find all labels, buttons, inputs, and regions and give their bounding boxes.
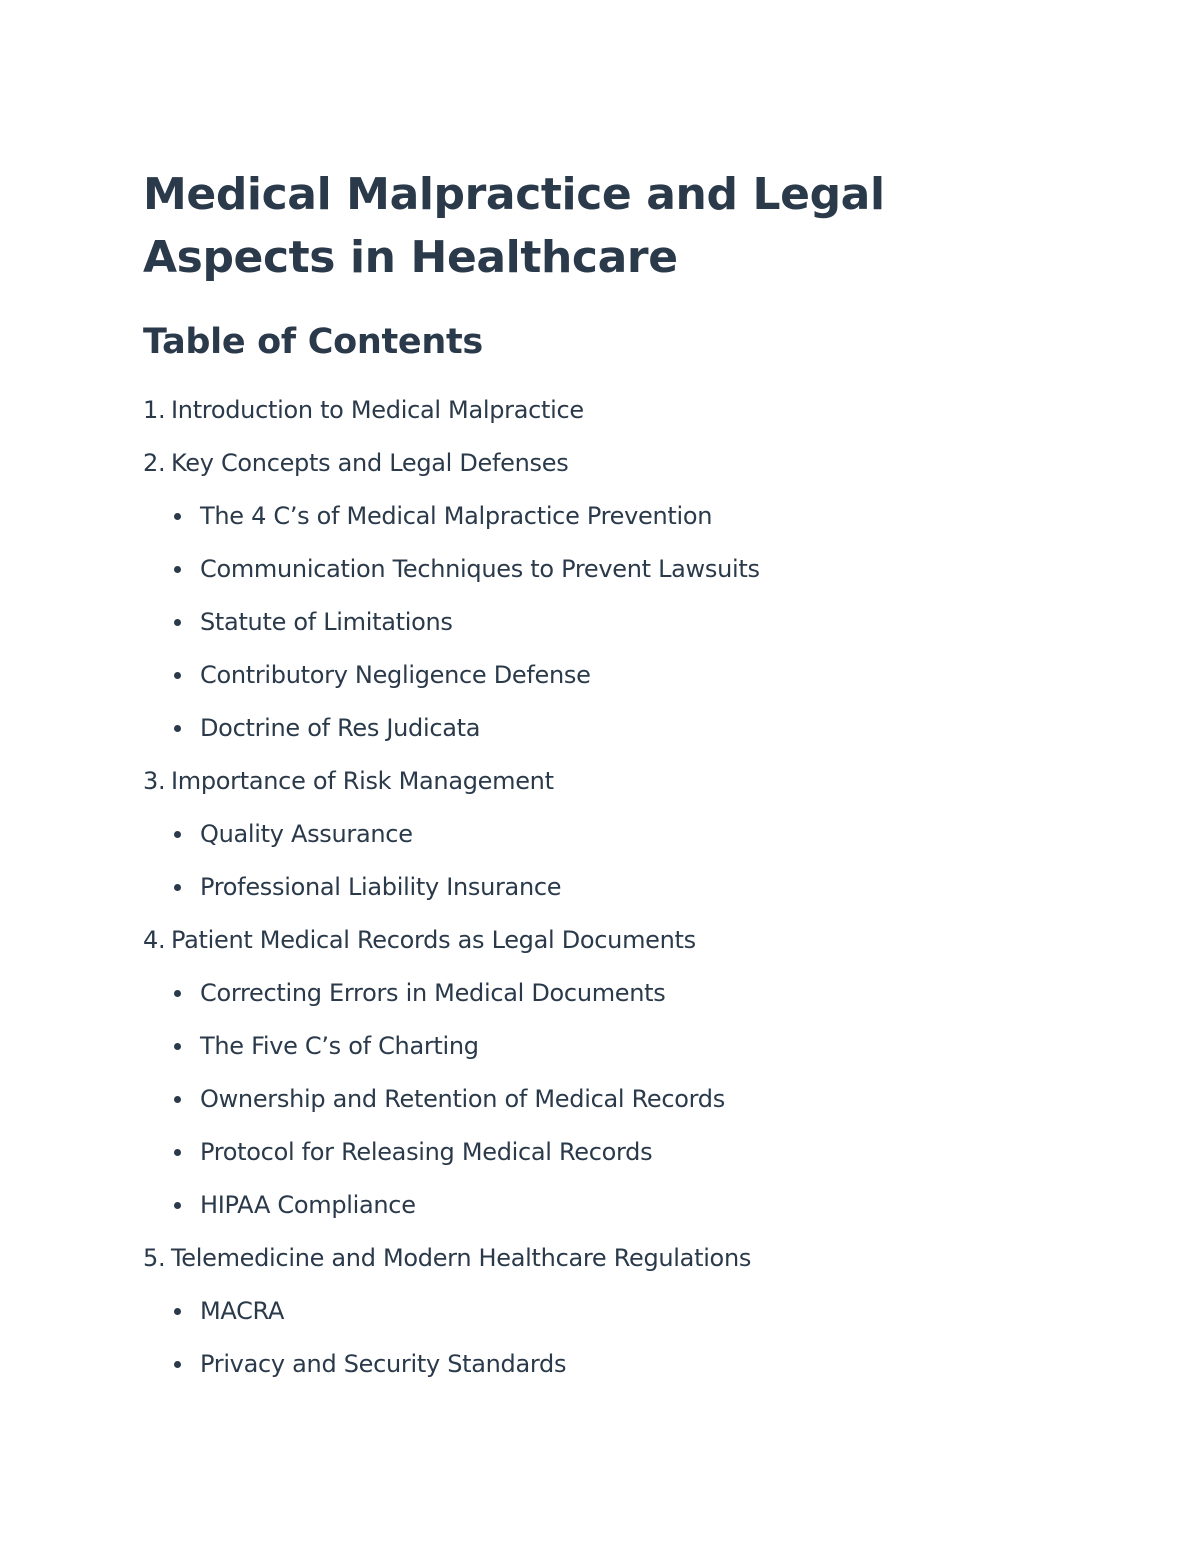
subsection-title: Protocol for Releasing Medical Records (200, 1138, 653, 1166)
bullet-icon (174, 725, 181, 732)
subsection-title: Statute of Limitations (200, 608, 453, 636)
document-page (143, 163, 1083, 1402)
toc-section-3 (143, 766, 1083, 925)
table-of-contents (143, 395, 1083, 1402)
subsection-title: Privacy and Security Standards (200, 1350, 567, 1378)
toc-subsection[interactable] (200, 501, 1083, 554)
bullet-icon (174, 990, 181, 997)
section-number: 4. (143, 926, 166, 954)
toc-subsection[interactable] (200, 1137, 1083, 1190)
toc-section-link[interactable] (143, 1243, 1083, 1296)
subsection-title: The 4 C’s of Medical Malpractice Prevention (200, 502, 713, 530)
toc-subsection[interactable] (200, 978, 1083, 1031)
toc-section-link[interactable] (143, 925, 1083, 978)
toc-subsection[interactable] (200, 713, 1083, 766)
subsection-list (143, 978, 1083, 1243)
document-title: Medical Malpractice and Legal Aspects in Healthcare (143, 169, 885, 283)
section-number: 5. (143, 1244, 166, 1272)
toc-section-1 (143, 395, 1083, 448)
toc-subsection[interactable] (200, 872, 1083, 925)
subsection-title: Quality Assurance (200, 820, 413, 848)
bullet-icon (174, 1096, 181, 1103)
toc-section-5 (143, 1243, 1083, 1402)
toc-heading: Table of Contents (143, 322, 483, 362)
section-title: Patient Medical Records as Legal Documents (171, 926, 696, 954)
bullet-icon (174, 1149, 181, 1156)
subsection-title: Communication Techniques to Prevent Lawsuits (200, 555, 760, 583)
bullet-icon (174, 831, 181, 838)
subsection-list (143, 1296, 1083, 1402)
bullet-icon (174, 1043, 181, 1050)
toc-section-link[interactable] (143, 448, 1083, 501)
section-number: 3. (143, 767, 166, 795)
toc-subsection[interactable] (200, 554, 1083, 607)
bullet-icon (174, 1361, 181, 1368)
section-title: Key Concepts and Legal Defenses (171, 449, 569, 477)
toc-subsection[interactable] (200, 1031, 1083, 1084)
toc-subsection[interactable] (200, 1349, 1083, 1402)
toc-section-4 (143, 925, 1083, 1243)
subsection-list (143, 501, 1083, 766)
bullet-icon (174, 619, 181, 626)
section-title: Introduction to Medical Malpractice (171, 396, 584, 424)
subsection-title: Correcting Errors in Medical Documents (200, 979, 666, 1007)
toc-subsection[interactable] (200, 660, 1083, 713)
subsection-title: Contributory Negligence Defense (200, 661, 591, 689)
section-title: Telemedicine and Modern Healthcare Regulations (171, 1244, 752, 1272)
subsection-title: Ownership and Retention of Medical Records (200, 1085, 725, 1113)
bullet-icon (174, 1308, 181, 1315)
toc-subsection[interactable] (200, 1084, 1083, 1137)
subsection-title: HIPAA Compliance (200, 1191, 416, 1219)
toc-subsection[interactable] (200, 1190, 1083, 1243)
toc-subsection[interactable] (200, 607, 1083, 660)
section-title: Importance of Risk Management (171, 767, 554, 795)
bullet-icon (174, 513, 181, 520)
subsection-title: Professional Liability Insurance (200, 873, 562, 901)
section-number: 1. (143, 396, 166, 424)
bullet-icon (174, 566, 181, 573)
subsection-list (143, 819, 1083, 925)
bullet-icon (174, 884, 181, 891)
subsection-title: The Five C’s of Charting (200, 1032, 479, 1060)
bullet-icon (174, 1202, 181, 1209)
section-number: 2. (143, 449, 166, 477)
subsection-title: MACRA (200, 1297, 285, 1325)
toc-section-2 (143, 448, 1083, 766)
toc-subsection[interactable] (200, 819, 1083, 872)
subsection-title: Doctrine of Res Judicata (200, 714, 481, 742)
toc-subsection[interactable] (200, 1296, 1083, 1349)
bullet-icon (174, 672, 181, 679)
toc-section-link[interactable] (143, 766, 1083, 819)
toc-section-link[interactable] (143, 395, 1083, 448)
